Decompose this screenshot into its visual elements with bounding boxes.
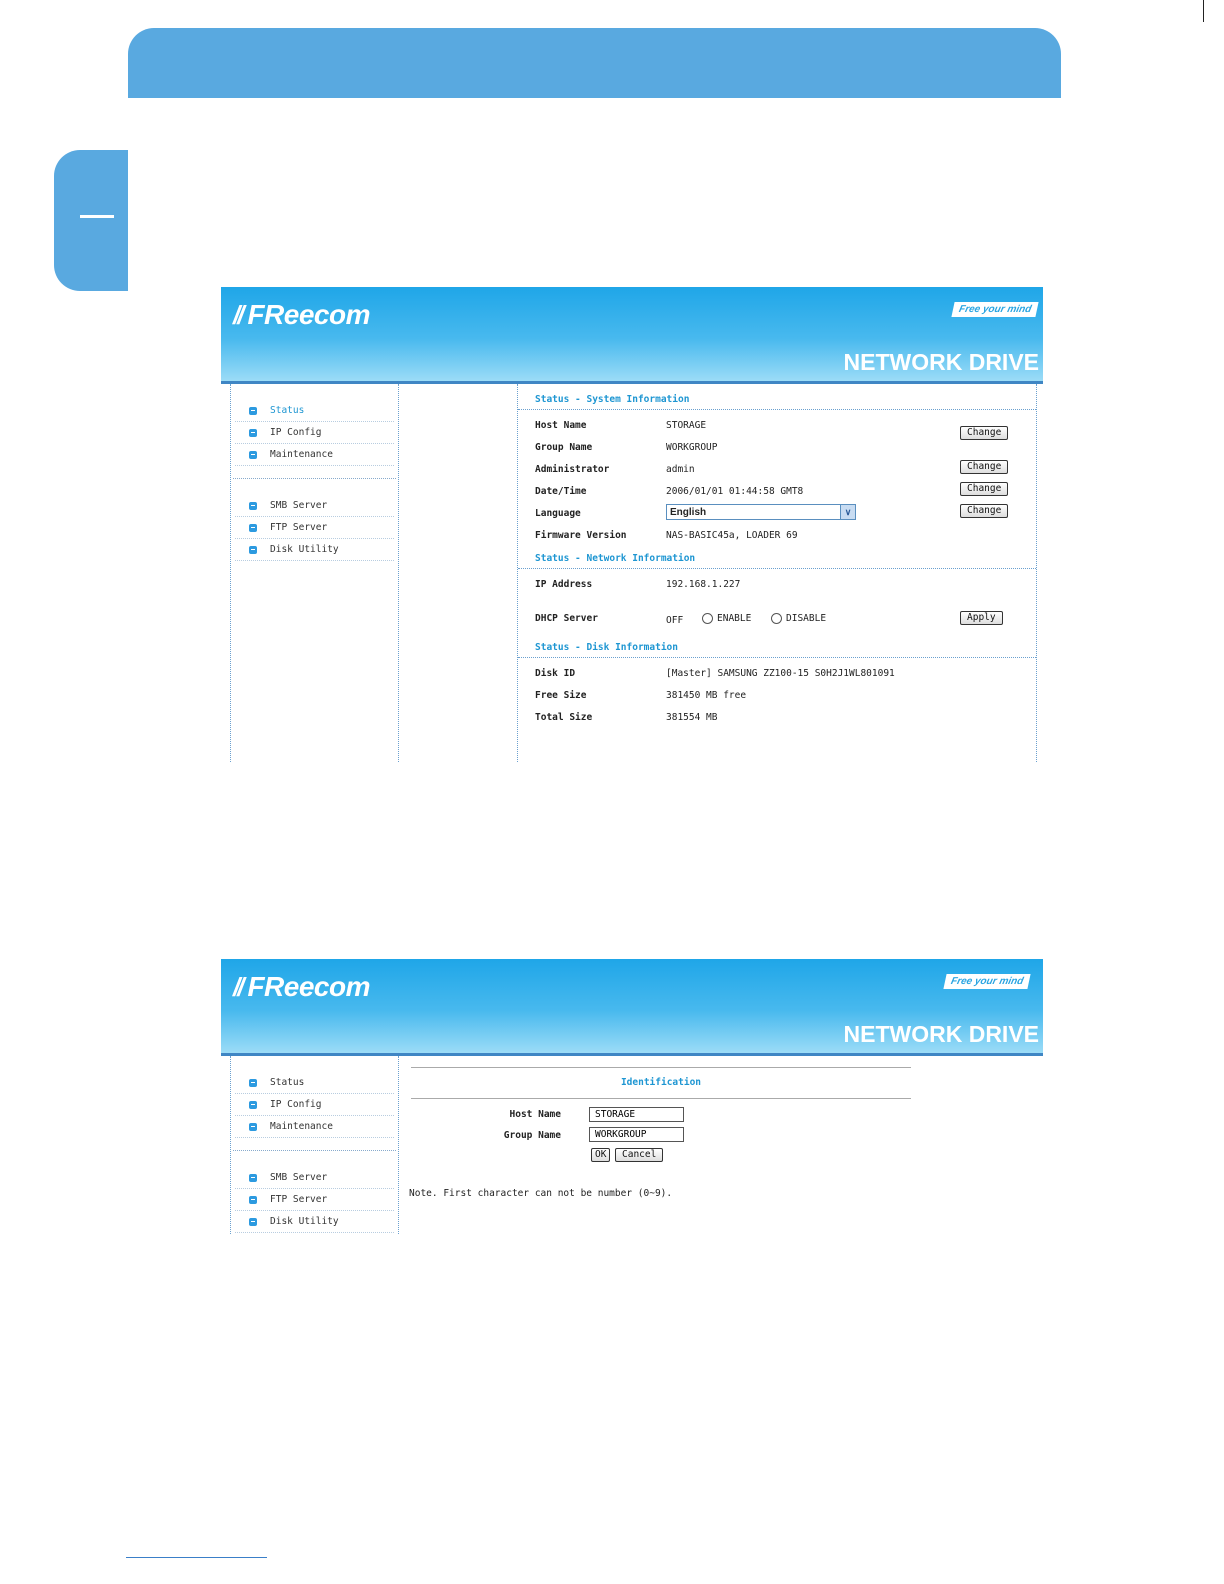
disk-info-title: Status - Disk Information xyxy=(518,639,1036,658)
network-info-title: Status - Network Information xyxy=(518,550,1036,569)
sidebar-item-ip-config[interactable]: IP Config xyxy=(235,1094,394,1116)
host-name-row xyxy=(518,414,1036,436)
page-edge-line xyxy=(1203,0,1204,22)
sidebar-item-smb-server[interactable]: SMB Server xyxy=(235,495,394,517)
identification-note: Note. First character can not be number (0~9). xyxy=(409,1188,673,1199)
dhcp-state: OFF xyxy=(666,615,684,626)
sidebar-item-ip-config[interactable]: IP Config xyxy=(235,422,394,444)
status-panel xyxy=(517,384,1037,762)
logo-text: FReecom xyxy=(247,971,370,1002)
sidebar xyxy=(230,384,399,762)
footer-line xyxy=(126,1557,267,1558)
ip-row xyxy=(518,573,1036,595)
total-size-row xyxy=(518,706,1036,728)
bullet-icon xyxy=(249,1196,257,1204)
app-header xyxy=(221,287,1043,381)
identification-title: Identification xyxy=(411,1067,911,1099)
total-size-label: Total Size xyxy=(535,712,593,723)
tagline-badge: Free your mind xyxy=(951,302,1038,317)
sidebar-item-ftp-server[interactable]: FTP Server xyxy=(235,1189,394,1211)
disk-id-value: [Master] SAMSUNG ZZ100-15 S0H2J1WL801091 xyxy=(666,668,895,679)
change-name-button[interactable]: Change xyxy=(960,426,1008,440)
group-name-row xyxy=(518,427,1036,458)
product-title: NETWORK DRIVE xyxy=(843,349,1039,375)
bullet-icon xyxy=(249,546,257,554)
bullet-icon xyxy=(249,1174,257,1182)
chapter-tab xyxy=(54,150,128,291)
sidebar-item-status[interactable]: Status xyxy=(235,400,394,422)
freecom-logo xyxy=(233,299,370,331)
ip-value: 192.168.1.227 xyxy=(666,579,741,590)
bullet-icon xyxy=(249,502,257,510)
bullet-icon xyxy=(249,524,257,532)
cancel-button[interactable]: Cancel xyxy=(615,1148,663,1162)
product-title: NETWORK DRIVE xyxy=(843,1021,1039,1047)
sidebar-item-smb-server[interactable]: SMB Server xyxy=(235,1167,394,1189)
app-header xyxy=(221,959,1043,1053)
free-size-value: 381450 MB free xyxy=(666,690,747,701)
group-name-value: WORKGROUP xyxy=(666,442,718,453)
dhcp-enable-option[interactable]: ENABLE xyxy=(702,613,751,624)
sidebar-item-status[interactable]: Status xyxy=(235,1072,394,1094)
dhcp-disable-option[interactable]: DISABLE xyxy=(771,613,826,624)
identification-screenshot xyxy=(221,959,1043,1234)
free-size-label: Free Size xyxy=(535,690,587,701)
sidebar xyxy=(230,1056,399,1234)
datetime-row xyxy=(518,480,1036,502)
host-name-value: STORAGE xyxy=(666,420,707,431)
identification-panel xyxy=(411,1056,911,1234)
firmware-value: NAS-BASIC45a, LOADER 69 xyxy=(666,530,798,541)
ip-label: IP Address xyxy=(535,579,593,590)
sidebar-item-ftp-server[interactable]: FTP Server xyxy=(235,517,394,539)
ok-button[interactable]: OK xyxy=(591,1148,610,1162)
disable-radio[interactable] xyxy=(771,613,782,624)
bullet-icon xyxy=(249,451,257,459)
administrator-label: Administrator xyxy=(535,464,610,475)
bullet-icon xyxy=(249,1101,257,1109)
logo-marks: // xyxy=(233,971,242,1002)
change-admin-button[interactable]: Change xyxy=(960,460,1008,474)
free-size-row xyxy=(518,684,1036,706)
administrator-row xyxy=(518,458,1036,480)
firmware-label: Firmware Version xyxy=(535,530,627,541)
sidebar-item-disk-utility[interactable]: Disk Utility xyxy=(235,539,394,561)
bullet-icon xyxy=(249,429,257,437)
host-name-input[interactable]: STORAGE xyxy=(589,1107,684,1122)
datetime-label: Date/Time xyxy=(535,486,587,497)
disk-id-row xyxy=(518,662,1036,684)
host-name-label: Host Name xyxy=(535,420,587,431)
status-screenshot xyxy=(221,287,1043,762)
total-size-value: 381554 MB xyxy=(666,712,718,723)
logo-text: FReecom xyxy=(247,299,370,330)
change-language-button[interactable]: Change xyxy=(960,504,1008,518)
chapter-tab-dash xyxy=(80,215,114,218)
language-row xyxy=(518,502,1036,524)
sidebar-item-maintenance[interactable]: Maintenance xyxy=(235,1116,394,1138)
freecom-logo xyxy=(233,971,370,1003)
group-name-input[interactable]: WORKGROUP xyxy=(589,1127,684,1142)
system-info-title: Status - System Information xyxy=(518,391,1036,410)
language-label: Language xyxy=(535,508,581,519)
dhcp-row xyxy=(518,607,1036,629)
sidebar-item-disk-utility[interactable]: Disk Utility xyxy=(235,1211,394,1233)
bullet-icon xyxy=(249,1218,257,1226)
page-header-band xyxy=(128,28,1061,98)
group-name-label: Group Name xyxy=(535,442,593,453)
chevron-down-icon[interactable]: ∨ xyxy=(840,505,855,519)
dhcp-label: DHCP Server xyxy=(535,613,598,624)
datetime-value: 2006/01/01 01:44:58 GMT8 xyxy=(666,486,804,497)
tagline-badge: Free your mind xyxy=(943,974,1030,989)
group-name-label: Group Name xyxy=(503,1130,561,1141)
bullet-icon xyxy=(249,407,257,415)
disk-id-label: Disk ID xyxy=(535,668,576,679)
host-name-label: Host Name xyxy=(509,1109,561,1120)
bullet-icon xyxy=(249,1123,257,1131)
logo-marks: // xyxy=(233,299,242,330)
sidebar-item-maintenance[interactable]: Maintenance xyxy=(235,444,394,466)
change-datetime-button[interactable]: Change xyxy=(960,482,1008,496)
administrator-value: admin xyxy=(666,464,695,475)
language-select[interactable]: English ∨ xyxy=(666,504,856,520)
firmware-row xyxy=(518,524,1036,546)
apply-button[interactable]: Apply xyxy=(960,611,1003,625)
bullet-icon xyxy=(249,1079,257,1087)
enable-radio[interactable] xyxy=(702,613,713,624)
